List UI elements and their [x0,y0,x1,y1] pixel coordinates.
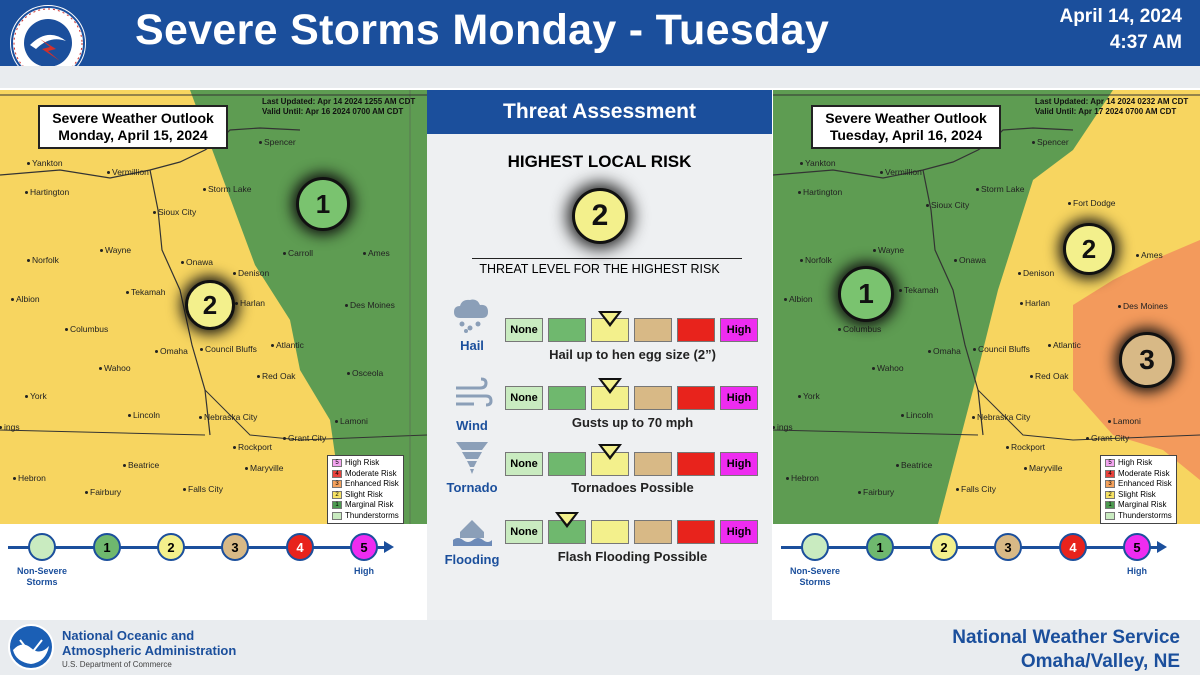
city-label: Red Oak [262,371,296,381]
left-map-updated-text: Last Updated: Apr 14 2024 1255 AM CDT [262,97,416,106]
city-label: Des Moines [1123,301,1168,311]
legend-swatch: 5 [1105,459,1115,467]
scale-level-4 [677,386,715,410]
flooding-threat-label [442,510,502,567]
city-label: Columbus [843,324,882,334]
timeline-circle-2: 2 [930,533,958,561]
legend-row-slight [332,490,399,501]
right-map-updated [1035,97,1188,117]
legend-row-thunderstorms [332,511,399,522]
date-time [1059,4,1182,56]
city-label: Atlantic [1053,340,1081,350]
scale-high: High [720,520,758,544]
timeline-low-label: Non-Severe Storms [16,566,68,587]
legend-swatch [1105,512,1115,520]
legend-label: Moderate Risk [345,468,397,478]
legend-swatch: 3 [332,480,342,488]
threat-level-text: THREAT LEVEL FOR THE HIGHEST RISK [479,262,720,276]
city-label: Wayne [105,245,132,255]
legend-swatch: 2 [332,491,342,499]
flooding-icon [450,510,494,548]
wind-threat-label [442,376,502,433]
city-label: Lincoln [906,410,933,420]
legend-label: Marginal Risk [345,500,394,509]
city-label: Spencer [264,137,296,147]
scale-high: High [720,318,758,342]
legend-row-moderate [332,469,399,480]
timeline-circle-1: 1 [866,533,894,561]
city-label: Spencer [1037,137,1069,147]
legend-row-enhanced [1105,479,1172,490]
city-label: Norfolk [805,255,832,265]
wind-icon [450,376,494,414]
legend-row-thunderstorms [1105,511,1172,522]
legend-label: Enhanced Risk [1118,479,1172,488]
city-label: Onawa [959,255,986,265]
city-label: Wayne [878,245,905,255]
city-label: Des Moines [350,300,395,310]
nws-footer-line-2: Omaha/Valley, NE [1020,651,1180,672]
tornado-caption: Tornadoes Possible [571,480,694,495]
risk-circle-slight: 2 [185,280,235,330]
city-label: Sioux City [158,207,197,217]
city-label: Grant City [1091,433,1130,443]
left-map-title-line1: Severe Weather Outlook [52,110,214,126]
city-label: Carroll [288,248,314,258]
legend-swatch: 1 [1105,501,1115,509]
timeline-circle-2: 2 [157,533,185,561]
scale-none: None [505,520,543,544]
city-label: Yankton [805,158,836,168]
risk-circle-marginal: 1 [838,266,894,322]
legend-label: Moderate Risk [1118,468,1170,478]
city-label: Denison [238,268,270,278]
city-label: Nebraska City [204,412,258,422]
legend-label: Slight Risk [345,489,383,499]
city-label: Denison [1023,268,1055,278]
city-label: Hartington [803,187,843,197]
scale-level-3 [634,386,672,410]
city-label: Ames [368,248,390,258]
noaa-logo-icon [8,624,54,670]
city-label: Omaha [933,346,961,356]
wind-scale [505,386,758,410]
scale-level-1 [548,386,586,410]
right-map-updated-text: Last Updated: Apr 14 2024 0232 AM CDT [1035,97,1189,106]
wind-caption: Gusts up to 70 mph [571,415,694,430]
legend-swatch [332,512,342,520]
legend-row-marginal [1105,500,1172,511]
city-label: Tekamah [131,287,166,297]
highest-local-risk-heading: HIGHEST LOCAL RISK [507,152,692,171]
page-title: Severe Storms Monday - Tuesday [135,6,830,54]
city-label: Columbus [70,324,109,334]
legend-swatch: 2 [1105,491,1115,499]
timeline-circle-none [28,533,56,561]
hail-threat-label [442,296,502,353]
legend-row-marginal [332,500,399,511]
scale-level-4 [677,520,715,544]
nws-footer-line-1: National Weather Service [952,627,1180,648]
risk-circle-enhanced: 3 [1119,332,1175,388]
timeline-circle-4: 4 [1059,533,1087,561]
legend-label: Slight Risk [1118,489,1156,499]
city-label: Omaha [160,346,188,356]
city-label: York [803,391,820,401]
hail-label: Hail [460,338,484,353]
city-label: Storm Lake [208,184,252,194]
hail-caption: Hail up to hen egg size (2”) [549,347,716,362]
city-label: Lincoln [133,410,160,420]
hail-scale [505,318,758,342]
city-label: Falls City [188,484,223,494]
right-map-title-line1: Severe Weather Outlook [825,110,987,126]
scale-level-1 [548,318,586,342]
timeline-circle-5: 5 [350,533,378,561]
legend-label: Enhanced Risk [345,479,399,488]
city-label: Beatrice [128,460,160,470]
noaa-line-1: National Oceanic and [62,628,195,643]
scale-high: High [720,386,758,410]
tornado-scale [505,452,758,476]
legend-row-high [332,458,399,469]
risk-legend [327,455,404,524]
city-label: Red Oak [1035,371,1069,381]
city-label: Sioux City [931,200,970,210]
city-label: Hebron [18,473,46,483]
scale-level-3 [634,520,672,544]
timeline-circle-3: 3 [994,533,1022,561]
city-label: Albion [16,294,40,304]
flooding-caption: Flash Flooding Possible [557,549,708,564]
tornado-icon [450,438,494,476]
header-bar [0,0,1200,66]
flooding-scale [505,520,758,544]
hail-level-marker [598,311,622,327]
city-label: ings [4,422,20,432]
legend-label: High Risk [1118,458,1153,467]
timeline-circle-3: 3 [221,533,249,561]
timeline-axis [8,546,388,549]
city-label: Tekamah [904,285,939,295]
timeline-high-label: High [354,566,374,576]
timeline-circle-none [801,533,829,561]
timeline-arrow-icon [1157,541,1167,553]
legend-swatch: 4 [332,470,342,478]
scale-level-2 [591,520,629,544]
risk-circle-slight: 2 [1063,223,1115,275]
city-label: Onawa [186,257,213,267]
risk-legend [1100,455,1177,524]
scale-level-3 [634,452,672,476]
city-label: Fairbury [90,487,122,497]
legend-row-high [1105,458,1172,469]
divider [472,258,742,259]
scale-none: None [505,452,543,476]
tornado-level-marker [598,444,622,460]
city-label: Lamoni [340,416,368,426]
highest-risk-circle: 2 [572,188,628,244]
noaa-line-2: Atmospheric Administration [62,643,237,658]
left-risk-timeline [0,528,427,590]
city-label: Yankton [32,158,63,168]
city-label: Hartington [30,187,70,197]
city-label: Hebron [791,473,819,483]
legend-swatch: 3 [1105,480,1115,488]
legend-row-moderate [1105,469,1172,480]
right-risk-timeline [773,528,1200,590]
timeline-arrow-icon [384,541,394,553]
timeline-circle-1: 1 [93,533,121,561]
scale-none: None [505,386,543,410]
noaa-subtitle: U.S. Department of Commerce [62,660,172,669]
scale-level-4 [677,318,715,342]
scale-high: High [720,452,758,476]
legend-row-enhanced [332,479,399,490]
tuesday-outlook-map [773,90,1200,524]
legend-label: Thunderstorms [345,510,399,520]
city-label: Ames [1141,250,1163,260]
monday-outlook-map [0,90,427,524]
wind-level-marker [598,378,622,394]
city-label: Rockport [238,442,273,452]
timeline-axis [781,546,1161,549]
header-band [0,66,1200,88]
city-label: Beatrice [901,460,933,470]
right-map-valid-text: Valid Until: Apr 17 2024 0700 AM CDT [1035,107,1177,116]
header-date: April 14, 2024 [1059,6,1182,27]
left-map-title-line2: Monday, April 15, 2024 [58,127,208,143]
tornado-threat-label [442,438,502,495]
timeline-low-label: Non-Severe Storms [789,566,841,587]
left-map-updated [262,97,415,117]
legend-swatch: 5 [332,459,342,467]
flooding-level-marker [555,512,579,528]
city-label: Atlantic [276,340,304,350]
city-label: Rockport [1011,442,1046,452]
legend-swatch: 4 [1105,470,1115,478]
city-label: Council Bluffs [978,344,1030,354]
risk-circle-marginal: 1 [296,177,350,231]
city-label: ings [777,422,793,432]
tornado-label: Tornado [446,480,498,495]
scale-level-4 [677,452,715,476]
city-label: Grant City [288,433,327,443]
header-time: 4:37 AM [1109,32,1182,53]
city-label: Wahoo [104,363,131,373]
city-label: Maryville [1029,463,1063,473]
city-label: Falls City [961,484,996,494]
legend-row-slight [1105,490,1172,501]
city-label: Lamoni [1113,416,1141,426]
wind-label: Wind [456,418,488,433]
legend-label: High Risk [345,458,380,467]
city-label: Vermillion [885,167,922,177]
city-label: Council Bluffs [205,344,257,354]
city-label: Norfolk [32,255,59,265]
timeline-high-label: High [1127,566,1147,576]
legend-label: Thunderstorms [1118,510,1172,520]
right-map-title-line2: Tuesday, April 16, 2024 [829,127,983,143]
scale-level-3 [634,318,672,342]
city-label: Maryville [250,463,284,473]
city-label: Vermillion [112,167,149,177]
legend-swatch: 1 [332,501,342,509]
city-label: Albion [789,294,813,304]
left-map-valid-text: Valid Until: Apr 16 2024 0700 AM CDT [262,107,404,116]
legend-label: Marginal Risk [1118,500,1167,509]
city-label: York [30,391,47,401]
right-map-title [811,105,1001,149]
noaa-name [62,628,236,658]
left-map-title [38,105,228,149]
city-label: Fort Dodge [1073,198,1116,208]
threat-assessment-panel [427,90,772,620]
city-label: Nebraska City [977,412,1031,422]
nws-office [952,626,1180,674]
city-label: Harlan [1025,298,1051,308]
scale-level-1 [548,452,586,476]
city-label: Harlan [240,298,266,308]
flooding-label: Flooding [444,552,500,567]
scale-none: None [505,318,543,342]
timeline-circle-4: 4 [286,533,314,561]
city-label: Fairbury [863,487,895,497]
city-label: Wahoo [877,363,904,373]
threat-assessment-title: Threat Assessment [427,90,772,134]
hail-icon [450,296,494,334]
city-label: Storm Lake [981,184,1025,194]
city-label: Osceola [352,368,384,378]
timeline-circle-5: 5 [1123,533,1151,561]
